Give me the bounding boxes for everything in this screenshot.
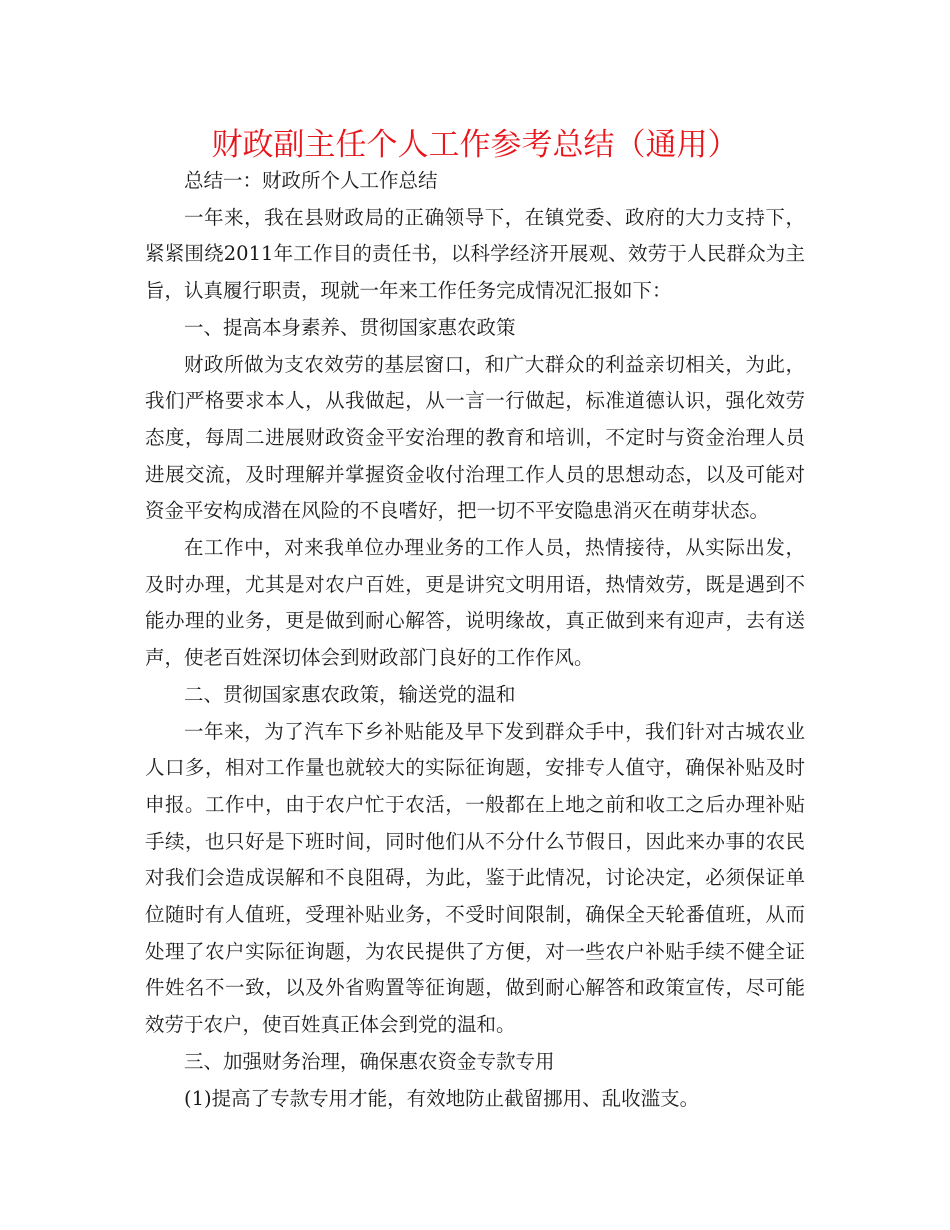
document-title: 财政副主任个人工作参考总结（通用） <box>211 127 739 163</box>
list-item: (1)提高了专款专用才能，有效地防止截留挪用、乱收滥支。 <box>184 1086 700 1110</box>
section-subtitle: 总结一：财政所个人工作总结 <box>184 169 438 192</box>
body-paragraph: 财政所做为支农效劳的基层窗口，和广大群众的利益亲切相关，为此，我们严格要求本人，从我做起，从一言一行做起，标准道德认识，强化效劳态度，每周二进展财政资金平安治理的教育和培训，不定时与资金治理人员进展交流，及时理解并掌握资金收付治理工作人员的思想动态，以及可能对资金平安构成潜在风险的不良嗜好，把一切不平安隐患消灭在萌芽状态。 <box>145 352 805 523</box>
section-heading-1: 一、提高本身素养、贯彻国家惠农政策 <box>184 315 516 339</box>
intro-paragraph: 一年来，我在县财政局的正确领导下，在镇党委、政府的大力支持下，紧紧围绕2011年工作目的责任书，以科学经济开展观、效劳于人民群众为主旨，认真履行职责，现就一年来工作任务完成情况汇报如下： <box>145 205 805 303</box>
section-heading-2: 二、贯彻国家惠农政策，输送党的温和 <box>184 682 516 706</box>
body-paragraph: 在工作中，对来我单位办理业务的工作人员，热情接待，从实际出发，及时办理，尤其是对农户百姓，更是讲究文明用语，热情效劳，既是遇到不能办理的业务，更是做到耐心解答，说明缘故，真正做到来有迎声，去有送声，使老百姓深切体会到财政部门良好的工作作风。 <box>145 536 805 670</box>
document-body <box>145 163 805 1117</box>
section-heading-3: 三、加强财务治理，确保惠农资金专款专用 <box>184 1049 555 1073</box>
body-paragraph: 一年来，为了汽车下乡补贴能及早下发到群众手中，我们针对古城农业人口多，相对工作量也就较大的实际征询题，安排专人值守，确保补贴及时申报。工作中，由于农户忙于农活，一般都在上地之前和收工之后办理补贴手续，也只好是下班时间，同时他们从不分什么节假日，因此来办事的农民对我们会造成误解和不良阻碍，为此，鉴于此情况，讨论决定，必须保证单位随时有人值班，受理补贴业务，不受时间限制，确保全天轮番值班，从而处理了农户实际征询题，为农民提供了方便，对一些农户补贴手续不健全证件姓名不一致，以及外省购置等征询题，做到耐心解答和政策宣传，尽可能效劳于农户，使百姓真正体会到党的温和。 <box>145 719 805 1037</box>
